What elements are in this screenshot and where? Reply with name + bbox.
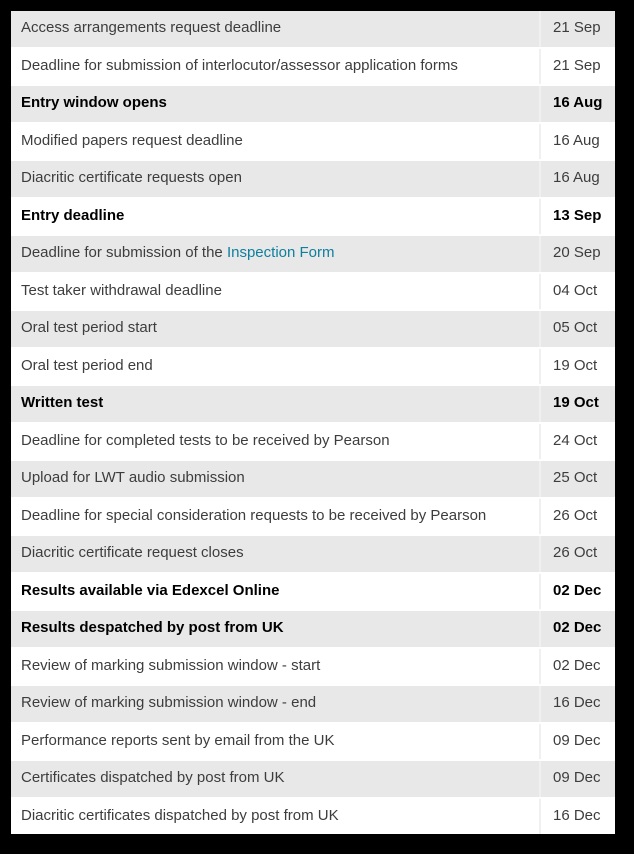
- table-row: [11, 686, 615, 724]
- table-row: [11, 724, 615, 762]
- event-date: 04 Oct: [553, 281, 598, 299]
- table-row: [11, 236, 615, 274]
- deadlines-table: [11, 11, 615, 834]
- event-label: Entry window opens: [21, 94, 167, 112]
- event-name-cell: [11, 799, 539, 835]
- table-row: [11, 424, 615, 462]
- event-date-cell: [539, 424, 615, 460]
- event-label: Deadline for special consideration requests to be received by Pearson: [21, 506, 487, 524]
- event-name-cell: [11, 574, 539, 610]
- event-label: Results despatched by post from UK: [21, 619, 284, 637]
- inspection-form-link[interactable]: Inspection Form: [226, 244, 335, 262]
- table-row: [11, 799, 615, 835]
- event-date-cell: [539, 311, 615, 347]
- event-label: Deadline for completed tests to be received by Pearson: [21, 431, 390, 449]
- event-label: Performance reports sent by email from the UK: [21, 731, 335, 749]
- table-row: [11, 611, 615, 649]
- event-name-cell: [11, 461, 539, 497]
- event-name-cell: [11, 349, 539, 385]
- event-date: 24 Oct: [553, 431, 598, 449]
- event-date-cell: [539, 686, 615, 722]
- table-row: [11, 11, 615, 49]
- event-label: Oral test period end: [21, 356, 153, 374]
- event-label: Modified papers request deadline: [21, 131, 243, 149]
- event-name-cell: [11, 386, 539, 422]
- event-label: Results available via Edexcel Online: [21, 581, 280, 599]
- event-name-cell: [11, 199, 539, 235]
- event-label: Access arrangements request deadline: [21, 19, 282, 37]
- event-name-cell: [11, 499, 539, 535]
- event-name-cell: [11, 124, 539, 160]
- table-row: [11, 649, 615, 687]
- table-row: [11, 49, 615, 87]
- event-date-cell: [539, 799, 615, 835]
- table-row: [11, 199, 615, 237]
- event-label: Written test: [21, 394, 104, 412]
- event-date-cell: [539, 161, 615, 197]
- event-label: Upload for LWT audio submission: [21, 469, 245, 487]
- table-row: [11, 86, 615, 124]
- event-date: 05 Oct: [553, 319, 598, 337]
- event-label: Diacritic certificate request closes: [21, 544, 244, 562]
- event-label: Certificates dispatched by post from UK: [21, 769, 285, 787]
- event-name-cell: [11, 649, 539, 685]
- event-date: 26 Oct: [553, 506, 598, 524]
- event-date: 02 Dec: [553, 619, 602, 637]
- table-row: [11, 311, 615, 349]
- event-date: 21 Sep: [553, 19, 601, 37]
- event-date: 19 Oct: [553, 394, 599, 412]
- event-label: Diacritic certificates dispatched by post from UK: [21, 806, 339, 824]
- event-date: 16 Aug: [553, 94, 603, 112]
- table-row: [11, 274, 615, 312]
- event-name-cell: [11, 761, 539, 797]
- event-name-cell: [11, 11, 539, 47]
- table-row: [11, 499, 615, 537]
- event-name-cell: [11, 424, 539, 460]
- event-date: 20 Sep: [553, 244, 601, 262]
- event-date-cell: [539, 386, 615, 422]
- event-label: Deadline for submission of interlocutor/assessor application forms: [21, 56, 458, 74]
- event-name-cell: [11, 311, 539, 347]
- event-date-cell: [539, 349, 615, 385]
- event-date: 09 Dec: [553, 731, 601, 749]
- event-label: Deadline for submission of the: [21, 244, 227, 262]
- event-date: 19 Oct: [553, 356, 598, 374]
- event-date-cell: [539, 236, 615, 272]
- event-date: 21 Sep: [553, 56, 601, 74]
- event-date-cell: [539, 761, 615, 797]
- event-date-cell: [539, 86, 615, 122]
- event-date-cell: [539, 611, 615, 647]
- event-name-cell: [11, 49, 539, 85]
- event-date-cell: [539, 199, 615, 235]
- event-name-cell: [11, 86, 539, 122]
- event-date-cell: [539, 536, 615, 572]
- event-date-cell: [539, 461, 615, 497]
- table-row: [11, 349, 615, 387]
- event-name-cell: [11, 274, 539, 310]
- event-name-cell: [11, 724, 539, 760]
- event-label: Entry deadline: [21, 206, 125, 224]
- event-date: 02 Dec: [553, 581, 602, 599]
- event-date: 26 Oct: [553, 544, 598, 562]
- event-date-cell: [539, 124, 615, 160]
- event-date-cell: [539, 49, 615, 85]
- event-date: 16 Aug: [553, 131, 600, 149]
- table-row: [11, 461, 615, 499]
- event-date: 16 Dec: [553, 806, 601, 824]
- event-date-cell: [539, 274, 615, 310]
- event-label: Review of marking submission window - end: [21, 694, 317, 712]
- event-date: 02 Dec: [553, 656, 601, 674]
- table-row: [11, 761, 615, 799]
- table-row: [11, 161, 615, 199]
- table-row: [11, 124, 615, 162]
- event-label: Diacritic certificate requests open: [21, 169, 242, 187]
- table-row: [11, 386, 615, 424]
- event-date: 13 Sep: [553, 206, 602, 224]
- event-date-cell: [539, 11, 615, 47]
- event-name-cell: [11, 236, 539, 272]
- table-row: [11, 536, 615, 574]
- event-name-cell: [11, 686, 539, 722]
- event-date: 09 Dec: [553, 769, 601, 787]
- event-date-cell: [539, 724, 615, 760]
- event-label: Test taker withdrawal deadline: [21, 281, 222, 299]
- event-name-cell: [11, 611, 539, 647]
- event-name-cell: [11, 161, 539, 197]
- event-date: 16 Aug: [553, 169, 600, 187]
- event-date: 25 Oct: [553, 469, 598, 487]
- event-label: Oral test period start: [21, 319, 157, 337]
- event-date-cell: [539, 574, 615, 610]
- table-row: [11, 574, 615, 612]
- event-date-cell: [539, 499, 615, 535]
- event-name-cell: [11, 536, 539, 572]
- event-date: 16 Dec: [553, 694, 601, 712]
- event-date-cell: [539, 649, 615, 685]
- event-label: Review of marking submission window - start: [21, 656, 321, 674]
